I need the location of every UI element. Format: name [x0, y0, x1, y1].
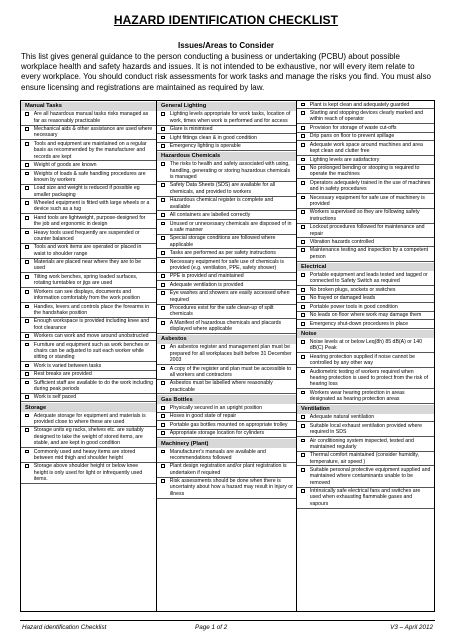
checklist-item-text: PPE is provided and maintained: [169, 273, 244, 280]
checklist-item-text: Storage above shoulder height or below knee height is only used for light or infrequently used items.: [33, 463, 143, 482]
checkbox-icon[interactable]: [25, 231, 29, 235]
checkbox-icon[interactable]: [25, 290, 29, 294]
checkbox-icon[interactable]: [161, 198, 165, 202]
checkbox-icon[interactable]: [25, 127, 29, 131]
checkbox-icon[interactable]: [161, 321, 165, 325]
checklist-item: [297, 271, 434, 286]
checklist-item: [297, 209, 434, 224]
checklist-item: [297, 353, 434, 368]
checklist-item-text: Commonly used and heavy items are stored between mid thigh and shoulder height: [33, 448, 136, 461]
checkbox-icon[interactable]: [301, 166, 305, 170]
checkbox-icon[interactable]: [25, 260, 29, 264]
checklist-item: [297, 466, 434, 487]
checkbox-icon[interactable]: [161, 274, 165, 278]
checklist-item: [21, 126, 156, 141]
section-heading: Manual Tasks: [21, 102, 156, 111]
checklist-item-text: Procedures exist for the safe clean-up of spilt chemicals: [169, 305, 274, 318]
checklist-item-text: The risks to health and safety associated with using, handling, generating or storing hazardous chemicals is managed: [169, 161, 291, 180]
checklist-item: [157, 413, 296, 421]
checklist-item-text: Emergency lighting is operable: [169, 143, 241, 150]
checklist-item-text: Asbestos must be labelled where reasonably practicable: [169, 380, 273, 393]
checklist-item: [297, 238, 434, 246]
checklist-item: [21, 333, 156, 341]
checkbox-icon[interactable]: [301, 370, 305, 374]
checkbox-icon[interactable]: [161, 213, 165, 217]
checklist-item-text: Special storage conditions are followed where applicable: [169, 235, 276, 248]
checklist-item: [297, 422, 434, 437]
checkbox-icon[interactable]: [301, 111, 305, 115]
checklist-item-text: Thermal comfort maintained (consider humidity, temperature, air speed ): [309, 452, 419, 465]
checkbox-icon[interactable]: [301, 225, 305, 229]
checklist-item: [157, 134, 296, 142]
checkbox-icon[interactable]: [161, 222, 165, 226]
checkbox-icon[interactable]: [301, 126, 305, 130]
checklist-item: [21, 273, 156, 288]
checklist-item-text: Safety Data Sheets (SDS) are available for all chemicals, and provided to workers: [169, 182, 276, 195]
checklist-item-text: Hoses in good state of repair: [169, 413, 237, 420]
checklist-item: [297, 338, 434, 353]
checklist-item-text: Sufficient staff are available to do the work including during peak periods: [33, 379, 153, 392]
checklist-item: [157, 220, 296, 235]
checklist-item-text: Hand tools are lightweight, purpose-designed for the job and ergonomic in design: [33, 214, 146, 228]
checklist-item: [21, 362, 156, 370]
checklist-item-text: Materials are placed near where they are to be used: [33, 259, 142, 272]
checkbox-icon[interactable]: [25, 395, 29, 399]
checkbox-icon[interactable]: [301, 240, 305, 244]
checklist-item-text: Drip pans on floor to prevent spillage: [309, 133, 395, 140]
checklist-item-text: Suitable local exhaust ventilation provided where required in SDS: [309, 422, 422, 436]
checklist-item-text: Work is varied between tasks: [33, 362, 102, 369]
checklist-item: [21, 229, 156, 244]
checkbox-icon[interactable]: [301, 340, 305, 344]
checklist-item: [21, 371, 156, 379]
checklist-item-text: Adequate natural ventilation: [309, 414, 375, 421]
checkbox-icon[interactable]: [301, 489, 305, 493]
checklist-item-text: No frayed or damaged leads: [309, 295, 376, 302]
checkbox-icon[interactable]: [25, 245, 29, 249]
checkbox-icon[interactable]: [161, 423, 165, 427]
checkbox-icon[interactable]: [25, 464, 29, 468]
checklist-item: [157, 448, 296, 463]
checklist-item: [21, 111, 156, 126]
checklist-item-text: Handles, levers and controls place the forearms in the handshake position: [33, 303, 150, 316]
checkbox-icon[interactable]: [25, 201, 29, 205]
checkbox-icon[interactable]: [301, 296, 305, 300]
checkbox-icon[interactable]: [301, 305, 305, 309]
checklist-item: [297, 303, 434, 311]
page-title: HAZARD IDENTIFICATION CHECKLIST: [113, 13, 339, 27]
checkbox-icon[interactable]: [25, 334, 29, 338]
checkbox-icon[interactable]: [301, 453, 305, 457]
checklist-item-text: Risk assessments should be done when there is uncertainty about how a hazard may result in injury or illness: [169, 478, 293, 497]
section-heading: Asbestos: [157, 335, 296, 344]
checklist-item-text: An asbestos register and management plan must be prepared for all workplaces built before 31 December 2003: [169, 344, 292, 364]
checklist-item: [157, 258, 296, 273]
checklist-item: [297, 156, 434, 164]
checkbox-icon[interactable]: [161, 450, 165, 454]
checklist-item-text: Heavy tools used frequently are suspended or counter balanced: [33, 229, 140, 242]
checkbox-icon[interactable]: [161, 345, 165, 349]
checklist-item-text: Lighting levels are satisfactory: [309, 156, 380, 163]
checklist-item-text: Are all hazardous manual tasks risks managed as far as reasonably practicable: [33, 111, 149, 124]
checklist-item-text: Glare is minimised: [169, 126, 213, 133]
checklist-item: [297, 247, 434, 262]
checklist-item-text: Hearing protection supplied if noise cannot be controlled by any other way: [309, 353, 416, 367]
checklist-item: [297, 194, 434, 209]
checklist-item-text: Portable power tools in good condition: [309, 303, 398, 310]
checklist-item-text: Portable gas bottles mounted on appropriate trolley: [169, 421, 288, 428]
section-heading: Ventilation: [297, 405, 434, 414]
checklist-item: [157, 281, 296, 289]
checklist-item: [21, 170, 156, 185]
checklist-item-text: Hazardous chemical register is complete and available: [169, 197, 274, 210]
checkbox-icon[interactable]: [161, 431, 165, 435]
checklist-item: [21, 448, 156, 463]
checklist-item: [21, 427, 156, 448]
checkbox-icon[interactable]: [301, 322, 305, 326]
checklist-item-text: A copy of the register and plan must be accessible to all workers and contractors: [169, 365, 292, 378]
checkbox-icon[interactable]: [161, 236, 165, 240]
checklist-item-text: Adequate work space around machines and area kept clean and clutter free: [309, 141, 423, 155]
checkbox-icon[interactable]: [25, 142, 29, 146]
intro-paragraph: This list gives general guidance to the person conducting a business or undertaking (PCBU) about possible workplace health and safety hazards and issues. It is not intended to be exhaustive, nor will every item relate to every workplace. You should conduct risk assessments for work tasks and manage the risks you find. You must also ensure licensing and registrations are maintained as required by law.: [21, 52, 431, 92]
checklist-item-text: Weights of loads & safe handling procedures are known by workers: [33, 170, 146, 183]
checklist-item: [157, 344, 296, 365]
checkbox-icon[interactable]: [25, 343, 29, 347]
checklist-item-text: Plant design registration and/or plant registration is undertaken if required: [169, 463, 287, 476]
checklist-item: [157, 319, 296, 334]
checklist-item: [297, 133, 434, 141]
checklist-item: [297, 389, 434, 404]
checklist-item: [21, 303, 156, 318]
checklist-item: [297, 286, 434, 294]
checklist-item-text: Adequate ventilation is provided: [169, 281, 244, 288]
checklist-item-text: Tilting work benches, spring loaded surfaces, rotating turntables or jigs are used: [33, 273, 138, 287]
checkbox-icon[interactable]: [301, 181, 305, 185]
checklist-item: [297, 312, 434, 320]
checklist-item: [21, 288, 156, 303]
checklist-item-text: Workers can see displays, documents and information comfortably from the work position: [33, 288, 140, 302]
checkbox-icon[interactable]: [161, 479, 165, 483]
checklist-item-text: Light fittings clean & in good condition: [169, 134, 257, 141]
checkbox-icon[interactable]: [25, 186, 29, 190]
checklist-item: [297, 295, 434, 303]
checklist-item: [21, 259, 156, 274]
checklist-item-text: Operators adequately trained in the use of machines and in safety procedures: [309, 179, 431, 193]
checklist-item: [297, 320, 434, 328]
checkbox-icon[interactable]: [25, 216, 29, 220]
checkbox-icon[interactable]: [301, 415, 305, 419]
checklist-item: [157, 211, 296, 219]
checklist-item: [297, 224, 434, 239]
checkbox-icon[interactable]: [301, 313, 305, 317]
checklist-item: [297, 452, 434, 467]
checkbox-icon[interactable]: [161, 406, 165, 410]
checklist-item-text: Eye washes and showers are easily accessed when required: [169, 290, 290, 303]
checklist-item-text: No broken plugs, sockets or switches: [309, 286, 396, 293]
checkbox-icon[interactable]: [301, 210, 305, 214]
checklist-item: [157, 380, 296, 395]
checklist-item: [21, 379, 156, 394]
checklist-item-text: Rest breaks are provided: [33, 371, 92, 378]
checkbox-icon[interactable]: [25, 450, 29, 454]
footer-document-name: Hazard identification Checklist: [22, 624, 107, 631]
checklist-item: [157, 249, 296, 257]
checklist-item-text: Workers supervised so they are following safety instructions: [309, 209, 420, 222]
checklist-item: [21, 463, 156, 484]
checklist-item-text: Enough workspace is provided including knee and foot clearance: [33, 318, 150, 331]
checkbox-icon[interactable]: [161, 306, 165, 310]
checkbox-icon[interactable]: [301, 103, 305, 107]
checkbox-icon[interactable]: [301, 196, 305, 200]
checklist-item: [157, 126, 296, 134]
checklist-item-text: Load size and weight is reduced if possible eg smaller packaging: [33, 185, 140, 198]
checklist-item-text: Starting and stopping devices clearly marked and within reach of operator: [309, 110, 424, 123]
checklist-item-text: Lighting levels appropriate for work tasks, location of work, times when work is performed and for access: [169, 111, 291, 124]
footer-page-number: Page 1 of 2: [195, 624, 228, 631]
checklist-item: [157, 365, 296, 380]
checkbox-icon[interactable]: [301, 158, 305, 162]
checklist-item: [157, 404, 296, 412]
checklist-item: [157, 182, 296, 197]
checklist-item-text: Maintenance testing and inspection by a competent person: [309, 247, 429, 260]
checklist-item: [157, 235, 296, 250]
checklist-item: [157, 143, 296, 151]
checklist-item-text: Storage units eg racks, shelves etc. are suitably designed to take the weight of stored items, are stable, and are kept in good condition: [33, 427, 144, 447]
checkbox-icon[interactable]: [161, 251, 165, 255]
checklist-item-text: Emergency shut-down procedures in place: [309, 320, 409, 327]
checklist-item: [297, 109, 434, 124]
checklist-item: [21, 394, 156, 402]
checkbox-icon[interactable]: [25, 364, 29, 368]
checklist-item-text: No prolonged bending or stooping is required to operate the machines: [309, 165, 420, 178]
checklist-item-text: Noise levels at or below Leq(8h) 85 dB(A) or 140 dB(C) Peak: [309, 339, 422, 352]
checklist-item: [157, 273, 296, 281]
footer-version: V3 – April 2012: [390, 624, 433, 631]
checkbox-icon[interactable]: [301, 439, 305, 443]
checklist-item: [21, 140, 156, 161]
checklist-item-text: Vibration hazards controlled: [309, 239, 375, 245]
checkbox-icon[interactable]: [161, 464, 165, 468]
checklist-item: [157, 197, 296, 212]
page-footer: [20, 620, 435, 631]
checkbox-icon[interactable]: [301, 391, 305, 395]
checklist-item: [157, 463, 296, 478]
checklist-item-text: Work is self paced: [33, 394, 77, 401]
section-heading: Gas Bottles: [157, 395, 296, 404]
checkbox-icon[interactable]: [301, 288, 305, 292]
checklist-item: [297, 179, 434, 194]
checkbox-icon[interactable]: [25, 319, 29, 323]
checklist-item: [297, 141, 434, 156]
checklist-item: [297, 437, 434, 452]
checkbox-icon[interactable]: [301, 424, 305, 428]
checkbox-icon[interactable]: [301, 273, 305, 277]
checklist-item-text: Manufacturer's manuals are available and recommendations followed: [169, 448, 266, 461]
checklist-item-text: Mechanical aids & other assistance are used where necessary: [33, 126, 153, 139]
checklist-item: [21, 185, 156, 200]
checklist-item: [157, 478, 296, 499]
checkbox-icon[interactable]: [25, 305, 29, 309]
checkbox-icon[interactable]: [301, 355, 305, 359]
checklist-item: [297, 101, 434, 109]
checkbox-icon[interactable]: [301, 134, 305, 138]
section-heading: Noise: [297, 330, 434, 339]
checklist-item: [21, 244, 156, 259]
checklist-item-text: Lockout procedures followed for maintenance and repair: [309, 224, 425, 237]
checklist-item: [297, 368, 434, 389]
checkbox-icon[interactable]: [25, 372, 29, 376]
checkbox-icon[interactable]: [301, 248, 305, 252]
checkbox-icon[interactable]: [161, 291, 165, 295]
checklist-item-text: Appropriate storage location for cylinders: [169, 430, 265, 437]
checklist-item-text: Tools and equipment are maintained on a regular basis as recommended by the manufacturer and records are kept: [33, 140, 147, 160]
section-heading: Machinery (Plant): [157, 439, 296, 448]
checkbox-icon[interactable]: [25, 428, 29, 432]
checklist-item: [21, 214, 156, 229]
checkbox-icon[interactable]: [161, 283, 165, 287]
checklist-item-text: Provision for storage of waste cut-offs: [309, 124, 397, 131]
checklist-column-2: [156, 100, 296, 612]
section-heading: Hazardous Chemicals: [157, 152, 296, 161]
page-subtitle: Issues/Areas to Consider: [177, 41, 275, 50]
checkbox-icon[interactable]: [161, 144, 165, 148]
checklist-item: [297, 414, 434, 422]
checkbox-icon[interactable]: [25, 112, 29, 116]
section-heading: Storage: [21, 403, 156, 412]
checkbox-icon[interactable]: [161, 381, 165, 385]
checklist-item: [21, 412, 156, 427]
checklist-item: [157, 290, 296, 305]
checklist-item-text: Tasks are performed as per safety instructions: [169, 250, 276, 257]
checklist-item-text: No leads on floor where work may damage them: [309, 312, 422, 319]
checklist-item: [297, 488, 434, 509]
checklist-item-text: Air conditioning system inspected, tested and maintained regularly: [309, 437, 414, 450]
checkbox-icon[interactable]: [25, 381, 29, 385]
checklist-item-text: Intrinsically safe electrical fans and switches are used when exhausting flammable gases and vapours: [309, 488, 421, 507]
checkbox-icon[interactable]: [161, 112, 165, 116]
checkbox-icon[interactable]: [301, 143, 305, 147]
checklist-item-text: Weight of goods are known: [33, 162, 97, 169]
checklist-item-text: All containers are labelled correctly: [169, 212, 251, 219]
checkbox-icon[interactable]: [25, 163, 29, 167]
checklist-item: [21, 161, 156, 169]
checklist-item-text: Workers wear hearing protection in areas designated as hearing protection areas: [309, 389, 405, 402]
checkbox-icon[interactable]: [301, 468, 305, 472]
checklist-item: [157, 161, 296, 182]
checklist-item-text: Workers can work and move around unobstructed: [33, 333, 149, 340]
checkbox-icon[interactable]: [25, 414, 29, 418]
checklist-item-text: Physically secured in an upright position: [169, 404, 263, 411]
checklist-item: [157, 305, 296, 320]
checkbox-icon[interactable]: [161, 414, 165, 418]
checkbox-icon[interactable]: [161, 183, 165, 187]
checklist-item-text: A Manifest of hazardous chemicals and placards displayed where applicable: [169, 319, 282, 333]
checklist-item: [297, 165, 434, 180]
checklist-item-text: Plant is kept clean and adequately guarded: [309, 101, 410, 108]
checklist-item: [21, 199, 156, 214]
checklist-item-text: Suitable personal protective equipment supplied and maintained where contaminants unable to be removed: [309, 467, 431, 486]
checklist-item-text: Furniture and equipment such as work benches or chairs can be adjusted to suit each worker while sitting or standing: [33, 341, 150, 361]
checklist-item: [21, 318, 156, 333]
checkbox-icon[interactable]: [25, 275, 29, 279]
checklist-item-text: Adequate storage for equipment and materials is provided close to where these are used: [33, 412, 146, 425]
checkbox-icon[interactable]: [161, 367, 165, 371]
checklist-item-text: Tools and work items are operated or placed in waist to shoulder range: [33, 244, 142, 257]
checkbox-icon[interactable]: [25, 172, 29, 176]
checklist-item: [157, 421, 296, 429]
checklist-item: [21, 341, 156, 362]
checklist-item: [297, 124, 434, 132]
section-heading: General Lighting: [157, 102, 296, 111]
checkbox-icon[interactable]: [161, 162, 165, 166]
section-heading: Electrical: [297, 263, 434, 272]
checklist-item-text: Portable equipment and leads tested and tagged or connected to Safety Switch as required: [309, 272, 428, 285]
checklist-column-3: [296, 100, 435, 612]
checklist-item: [157, 111, 296, 126]
checkbox-icon[interactable]: [161, 260, 165, 264]
checklist-item-text: Necessary equipment for safe use of machinery is provided: [309, 194, 425, 207]
checklist-item-text: Audiometric testing of workers required when hearing protection is used to protect from the risk of hearing loss: [309, 368, 429, 388]
checklist-column-1: [20, 100, 156, 612]
checklist-item: [157, 430, 296, 438]
checklist-item-text: Unused or unnecessary chemicals are disposed of in a safe manner: [169, 220, 292, 233]
checkbox-icon[interactable]: [161, 136, 165, 140]
checklist-item-text: Wheeled equipment is fitted with large wheels or a device such as a tug: [33, 200, 150, 213]
checklist-item-text: Necessary equipment for safe use of chemicals is provided (e.g. ventilation, PPE, safety shower): [169, 258, 284, 271]
checkbox-icon[interactable]: [161, 127, 165, 131]
